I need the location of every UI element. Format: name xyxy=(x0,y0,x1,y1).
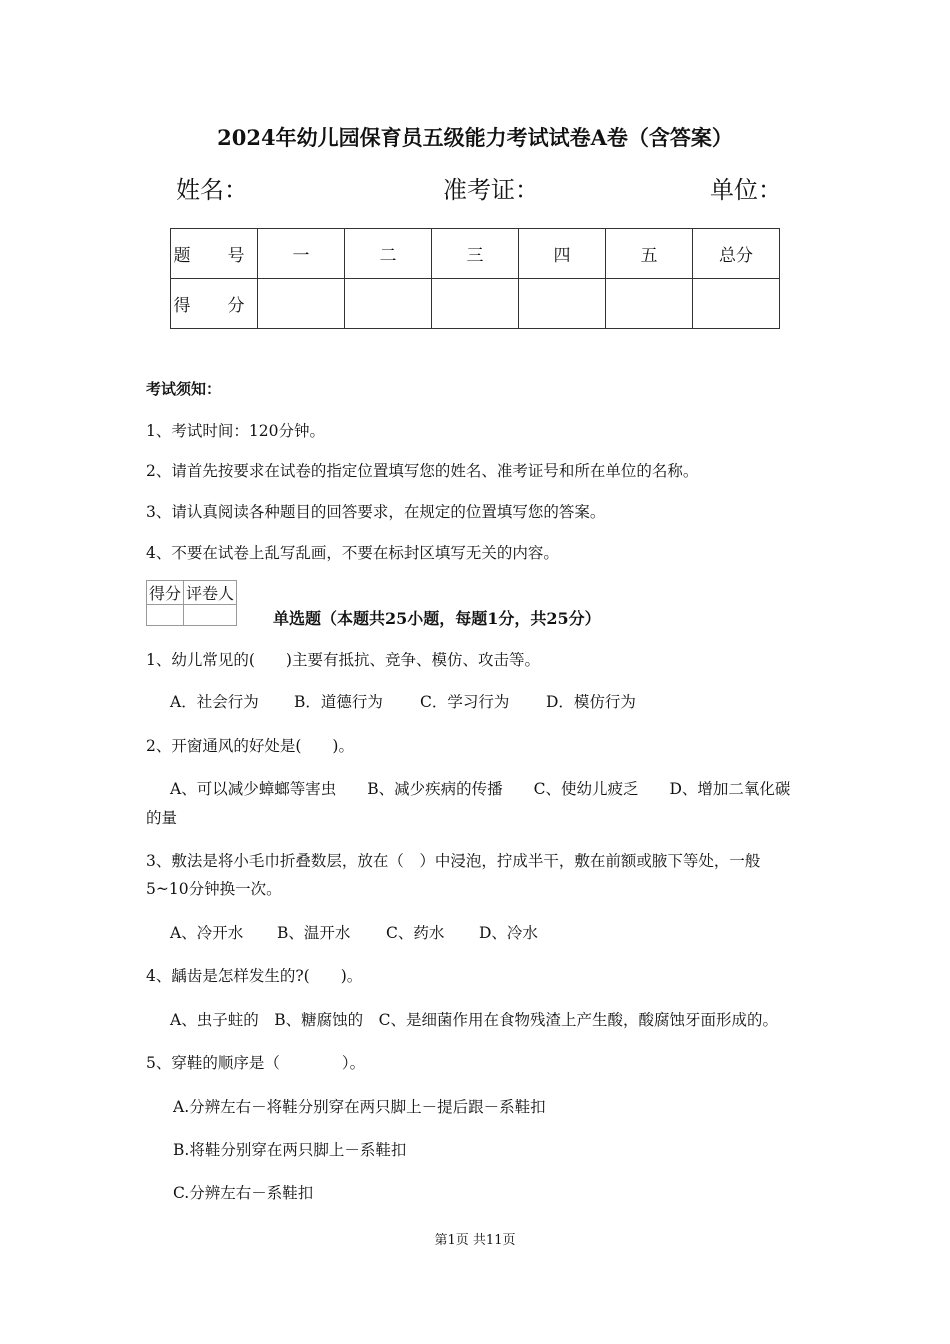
score-input-cell[interactable] xyxy=(693,279,780,329)
question-stem: 3、敷法是将小毛巾折叠数层，放在（ ）中浸泡，拧成半干，敷在前额或腋下等处，一般 xyxy=(146,852,761,870)
question-option: A、冷开水 xyxy=(170,924,244,942)
score-table-cell: 二 xyxy=(345,229,432,279)
score-table-cell: 总分 xyxy=(693,229,780,279)
section-title: 单选题（本题共25小题，每题1分，共25分） xyxy=(273,609,601,628)
question-option: A.分辨左右－将鞋分别穿在两只脚上－提后跟－系鞋扣 xyxy=(173,1098,546,1116)
notice-item: 2、请首先按要求在试卷的指定位置填写您的姓名、准考证号和所在单位的名称。 xyxy=(146,462,699,480)
score-input-cell[interactable] xyxy=(606,279,693,329)
score-table-cell: 五 xyxy=(606,229,693,279)
question-option: C．学习行为 xyxy=(420,693,510,711)
notice-item: 4、不要在试卷上乱写乱画，不要在标封区填写无关的内容。 xyxy=(146,544,559,562)
grader-box xyxy=(146,580,237,626)
question-stem: 1、幼儿常见的( )主要有抵抗、竞争、模仿、攻击等。 xyxy=(146,651,540,669)
question-option: D．模仿行为 xyxy=(546,693,636,711)
exam-id-field-label: 准考证： xyxy=(443,176,539,204)
score-table-cell: 三 xyxy=(432,229,519,279)
question-option: C.分辨左右－系鞋扣 xyxy=(173,1184,314,1202)
score-input-cell[interactable] xyxy=(345,279,432,329)
page-footer: 第1页 共11页 xyxy=(434,1233,516,1248)
score-input-cell[interactable] xyxy=(519,279,606,329)
grader-score-label: 得分 xyxy=(147,581,184,605)
score-table-cell: 题 号 xyxy=(171,229,258,279)
question-option: C、药水 xyxy=(386,924,445,942)
score-table xyxy=(170,228,780,329)
score-input-cell[interactable] xyxy=(258,279,345,329)
unit-field-label: 单位： xyxy=(710,176,782,204)
notice-title: 考试须知： xyxy=(146,380,222,398)
score-table-cell: 一 xyxy=(258,229,345,279)
question-stem: 5、穿鞋的顺序是（ ）。 xyxy=(146,1054,366,1072)
question-option: B.将鞋分别穿在两只脚上－系鞋扣 xyxy=(173,1141,407,1159)
score-table-score-row xyxy=(171,279,780,329)
grader-score-cell[interactable] xyxy=(147,605,184,626)
notice-item: 1、考试时间：120分钟。 xyxy=(146,422,325,440)
question-options-line: A、可以减少蟑螂等害虫 B、减少疾病的传播 C、使幼儿疲乏 D、增加二氧化碳 xyxy=(170,780,791,798)
question-stem: 2、开窗通风的好处是( )。 xyxy=(146,737,354,755)
score-table-header-row xyxy=(171,229,780,279)
question-options-line: A、虫子蛀的 B、糖腐蚀的 C、是细菌作用在食物残渣上产生酸，酸腐蚀牙面形成的。 xyxy=(170,1011,778,1029)
question-stem: 4、龋齿是怎样发生的?( )。 xyxy=(146,967,363,985)
grader-name-label: 评卷人 xyxy=(184,581,237,605)
name-field-label: 姓名： xyxy=(176,176,248,204)
score-input-cell[interactable] xyxy=(432,279,519,329)
question-option: D、冷水 xyxy=(479,924,538,942)
notice-item: 3、请认真阅读各种题目的回答要求，在规定的位置填写您的答案。 xyxy=(146,503,606,521)
question-option: B．道德行为 xyxy=(294,693,383,711)
question-options-line: 的量 xyxy=(146,809,178,827)
page-title: 2024年幼儿园保育员五级能力考试试卷A卷（含答案） xyxy=(217,125,733,150)
question-option: B、温开水 xyxy=(277,924,351,942)
grader-name-cell[interactable] xyxy=(184,605,237,626)
question-stem: 5~10分钟换一次。 xyxy=(146,880,282,898)
question-option: A．社会行为 xyxy=(170,693,259,711)
score-table-cell: 四 xyxy=(519,229,606,279)
score-table-cell: 得 分 xyxy=(171,279,258,329)
